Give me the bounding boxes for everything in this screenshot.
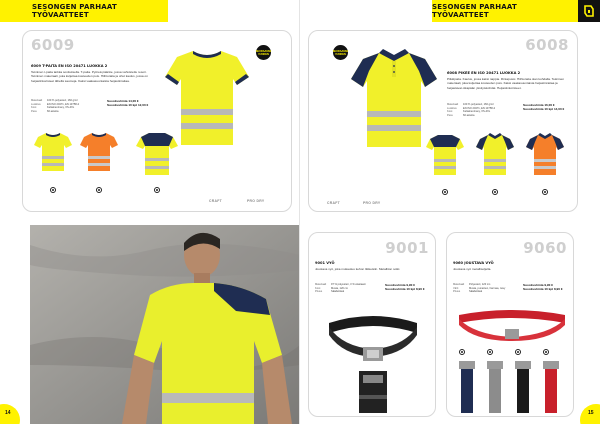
season-badge: SEURAAVAN VUODEN [333, 45, 348, 60]
polo-back-thumbnail [425, 133, 465, 177]
page-number-left: 14 [0, 404, 20, 424]
brand-logo-icon [578, 0, 600, 22]
product-title: 6009 T-PAITA EN ISO 20471 LUOKKA 2 [31, 64, 108, 68]
brand-pro-dry: PRO DRY [363, 201, 381, 205]
color-swatch-grey[interactable] [487, 349, 493, 355]
product-prices: Suositushinta 9,90 € Suositushinta 10 kpl 8,90 € [523, 283, 563, 292]
article-number: 9060 [523, 239, 567, 257]
product-specs [315, 283, 385, 294]
color-swatch-yellow[interactable] [50, 187, 56, 193]
spec-row: Pituus Säädettävä [315, 290, 345, 294]
article-number: 6009 [31, 36, 75, 54]
belt-color-variants [453, 359, 569, 415]
product-card-6008 [308, 30, 578, 212]
product-specs [447, 103, 523, 117]
polo-orange-thumbnail [525, 133, 565, 177]
color-swatch-orange[interactable] [96, 187, 102, 193]
worker-photo-illustration [30, 225, 300, 424]
tshirt-back-thumbnail [135, 131, 179, 177]
color-swatch-yellow[interactable] [492, 189, 498, 195]
article-number: 9001 [385, 239, 429, 257]
spec-row: Koot Musta, 120 cm [315, 286, 349, 290]
product-card-9001 [308, 232, 436, 417]
spec-row: Materiaali 100 % polyesteri, 160 g/m² [31, 99, 78, 102]
product-title: 9060 JOUSTAVA VYÖ [453, 261, 494, 265]
belt-black-image [323, 305, 423, 415]
product-title: 9001 VYÖ [315, 261, 335, 265]
right-page [300, 0, 600, 424]
worker-photo [30, 225, 300, 424]
brand-craft: CRAFT [209, 199, 222, 203]
product-description: Joustava vyö metallisoljella. [453, 267, 492, 271]
color-swatch-black[interactable] [515, 349, 521, 355]
section-header [0, 0, 168, 22]
section-title: SESONGEN PARHAAT TYÖVAATTEET [32, 3, 117, 19]
spec-row: Materiaali Polyesteri, 120 cm [453, 283, 491, 286]
product-card-9060 [446, 232, 574, 417]
product-prices: Suositushinta 14,00 € Suositushinta 10 kpl 12,00 € [107, 99, 149, 108]
tshirt-orange-thumbnail [79, 131, 119, 173]
spec-row: Luokitus EN ISO 20471, EN 13758-2 [31, 102, 80, 106]
polo-yellow-thumbnail [475, 133, 515, 177]
color-swatch-navy[interactable] [154, 187, 160, 193]
tshirt-yellow-thumbnail [33, 131, 73, 173]
spec-row: Värit Musta, punainen, harmaa, navy [453, 286, 506, 290]
product-description: Tekninen t-paita tarkka sovituksella. T-paita. Pyöreä pääntie, jossa vahvistettu resori. Tekninen materiaali, joka kuljettaa kosteuden pois. Hiihtoraita ja ohut kaulus, jossa on heijastinkoristeet lähellä saumoja. Kaksi vaakasuuntaista heijastinraitaa. [31, 70, 148, 83]
spec-row: Koot Keltainen/navy, XS-4XL [31, 106, 75, 110]
article-number: 6008 [525, 36, 569, 54]
product-specs [31, 99, 107, 113]
belt-red-image [455, 305, 569, 341]
spec-row: Materiaali 97 % polyesteri, 3 % elastaani [315, 283, 366, 286]
color-swatch-navy[interactable] [442, 189, 448, 195]
spec-row: Materiaali 100 % polyesteri, 160 g/m² [447, 103, 494, 106]
color-swatch-orange[interactable] [542, 189, 548, 195]
spec-row: Luokitus EN ISO 20471, EN 13758-2 [447, 106, 496, 110]
product-prices: Suositushinta 9,90 € Suositushinta 10 kpl 8,90 € [385, 283, 425, 292]
section-header [432, 0, 600, 22]
color-swatch-navy[interactable] [459, 349, 465, 355]
product-prices: Suositushinta 16,00 € Suositushinta 10 kpl 14,00 € [523, 103, 565, 112]
page-number-right: 15 [580, 404, 600, 424]
product-card-6009 [22, 30, 292, 212]
spec-row: Pituus Säädettävä [453, 290, 483, 294]
product-title: 6008 PIKEE EN ISO 20471 LUOKKA 2 [447, 71, 521, 75]
color-swatch-red[interactable] [543, 349, 549, 355]
spec-row: Pesu 60 astetta [447, 113, 475, 117]
product-description: Piikkipaita. Kaulus, jossa kaksi nappia. Rintapussi. Hiihtoraita olan kohdalla. Tekninen materiaali, joka kuljettaa kosteuden pois. Kaksi vaakasuuntaista heijastinraitaa ja heijastavat olkapään yksityiskohdat. Heijastinkoristeet. [447, 77, 565, 90]
brand-craft: CRAFT [327, 201, 340, 205]
section-title: SESONGEN PARHAAT TYÖVAATTEET [432, 3, 517, 19]
product-specs [453, 283, 523, 294]
spec-row: Pesu 60 astetta [31, 109, 59, 113]
product-description: Joustava vyö, joka mukautuu kehon liikkeisiin. Metalliton solki. [315, 267, 401, 271]
spec-row: Koot Keltainen/navy, XS-4XL [447, 110, 491, 114]
brand-pro-dry: PRO DRY [247, 199, 265, 203]
season-badge: SEURAAVAN VUODEN [256, 45, 271, 60]
